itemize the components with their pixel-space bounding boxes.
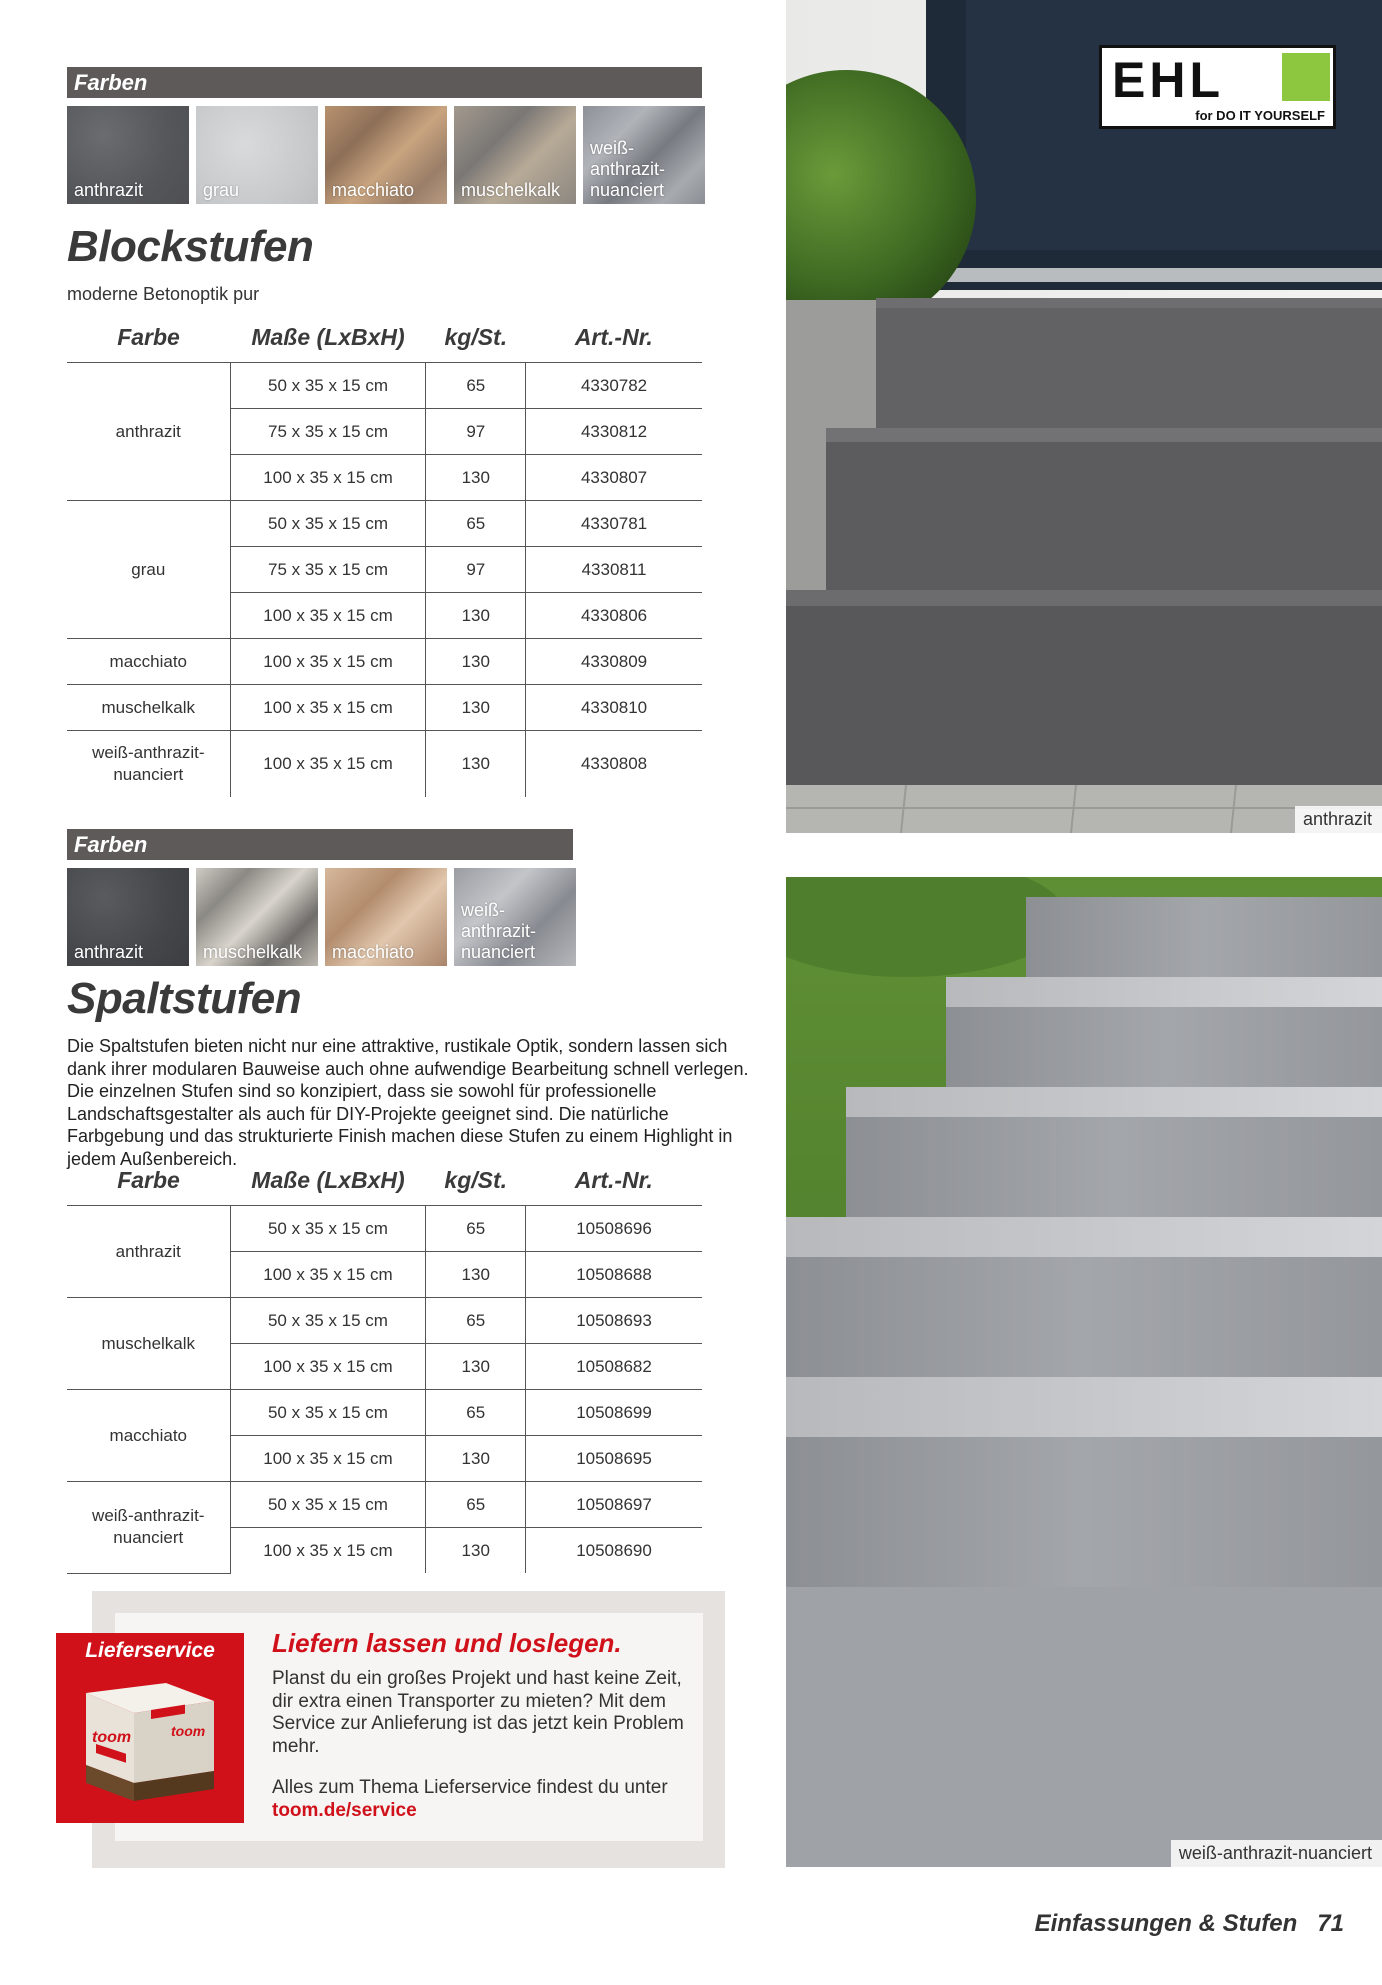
table-row: macchiato 50 x 35 x 15 cm 65 10508699	[67, 1390, 702, 1436]
swatch-muschelkalk: muschelkalk	[196, 868, 318, 966]
table-header: Art.-Nr.	[526, 312, 702, 363]
photo-weiss-anthrazit-steps	[786, 877, 1382, 1867]
swatch-grau: grau	[196, 106, 318, 204]
description: Die Spaltstufen bieten nicht nur eine attraktive, rustikale Optik, sondern lassen sich dank ihrer modularen Bauweise auch ohne aufwendige Bearbeitung schnell verlegen. Die einzelnen Stufen sind so konzipiert, dass sie sowohl für professionelle Landschaftsgestalter als auch für DIY-Projekte geeignet sind. Die natürliche Farbgebung und das strukturierte Finish machen diese Stufen zu einem Highlight in jedem Außenbereich.	[67, 1036, 749, 1169]
table-row: 75 x 35 x 15 cm 97 4330811	[67, 547, 702, 593]
table-header: Farbe	[67, 1155, 230, 1206]
ehl-green-square	[1282, 53, 1330, 101]
swatch-macchiato: macchiato	[325, 868, 447, 966]
section-title: Spaltstufen	[67, 974, 302, 1023]
table-row: 100 x 35 x 15 cm 130 10508695	[67, 1436, 702, 1482]
table-row: 100 x 35 x 15 cm 130 4330807	[67, 455, 702, 501]
page-number: 71	[1317, 1910, 1344, 1937]
table-row: macchiato 100 x 35 x 15 cm 130 4330809	[67, 639, 702, 685]
swatch-weiss-anthrazit: weiß-anthrazit-nuanciert	[583, 106, 705, 204]
table-row: grau 50 x 35 x 15 cm 65 4330781	[67, 501, 702, 547]
swatch-weiss-anthrazit: weiß-anthrazit-nuanciert	[454, 868, 576, 966]
table-row: anthrazit 50 x 35 x 15 cm 65 10508696	[67, 1206, 702, 1252]
table-row: weiß-anthrazit-nuanciert 50 x 35 x 15 cm 65 10508697	[67, 1482, 702, 1528]
lieferservice-badge: Lieferservice toom toom	[56, 1633, 244, 1823]
swatch-macchiato: macchiato	[325, 106, 447, 204]
subtitle: moderne Betonoptik pur	[67, 284, 260, 304]
farben-bar: Farben	[67, 67, 702, 98]
blockstufen-table	[67, 312, 702, 797]
table-row: 100 x 35 x 15 cm 130 10508682	[67, 1344, 702, 1390]
service-text: Planst du ein großes Projekt und hast keine Zeit, dir extra einen Transporter zu mieten? Mit dem Service zur Anlieferung ist das jetzt kein Problem mehr.	[272, 1668, 684, 1757]
table-row: weiß-anthrazit-nuanciert 100 x 35 x 15 cm 130 4330808	[67, 731, 702, 798]
swatch-anthrazit: anthrazit	[67, 868, 189, 966]
table-row: muschelkalk 100 x 35 x 15 cm 130 4330810	[67, 685, 702, 731]
table-row: muschelkalk 50 x 35 x 15 cm 65 10508693	[67, 1298, 702, 1344]
table-header: kg/St.	[426, 312, 526, 363]
page-title: Blockstufen	[67, 222, 314, 271]
table-row: 100 x 35 x 15 cm 130 4330806	[67, 593, 702, 639]
photo-caption: weiß-anthrazit-nuanciert	[1171, 1840, 1382, 1867]
table-header: kg/St.	[426, 1155, 526, 1206]
farben-bar: Farben	[67, 829, 573, 860]
service-headline: Liefern lassen und loslegen.	[272, 1628, 622, 1658]
table-row: anthrazit 50 x 35 x 15 cm 65 4330782	[67, 363, 702, 409]
service-text-link: Alles zum Thema Lieferservice findest du unter toom.de/service	[272, 1777, 668, 1821]
spaltstufen-table	[67, 1155, 702, 1574]
swatch-muschelkalk: muschelkalk	[454, 106, 576, 204]
table-row: 75 x 35 x 15 cm 97 4330812	[67, 409, 702, 455]
swatch-row	[67, 106, 705, 204]
photo-caption: anthrazit	[1295, 806, 1382, 833]
service-link[interactable]: toom.de/service	[272, 1799, 417, 1821]
swatch-row	[67, 868, 576, 966]
swatch-anthrazit: anthrazit	[67, 106, 189, 204]
ehl-logo: EHL for DO IT YOURSELF	[1099, 45, 1336, 129]
footer-section: Einfassungen & Stufen	[1034, 1910, 1298, 1937]
table-header: Maße (LxBxH)	[230, 1155, 426, 1206]
delivery-box-icon	[56, 1633, 244, 1823]
table-row: 100 x 35 x 15 cm 130 10508688	[67, 1252, 702, 1298]
table-row: 100 x 35 x 15 cm 130 10508690	[67, 1528, 702, 1574]
table-header: Art.-Nr.	[526, 1155, 702, 1206]
page-footer	[1035, 1910, 1344, 1938]
table-header: Maße (LxBxH)	[230, 312, 426, 363]
table-header: Farbe	[67, 312, 230, 363]
